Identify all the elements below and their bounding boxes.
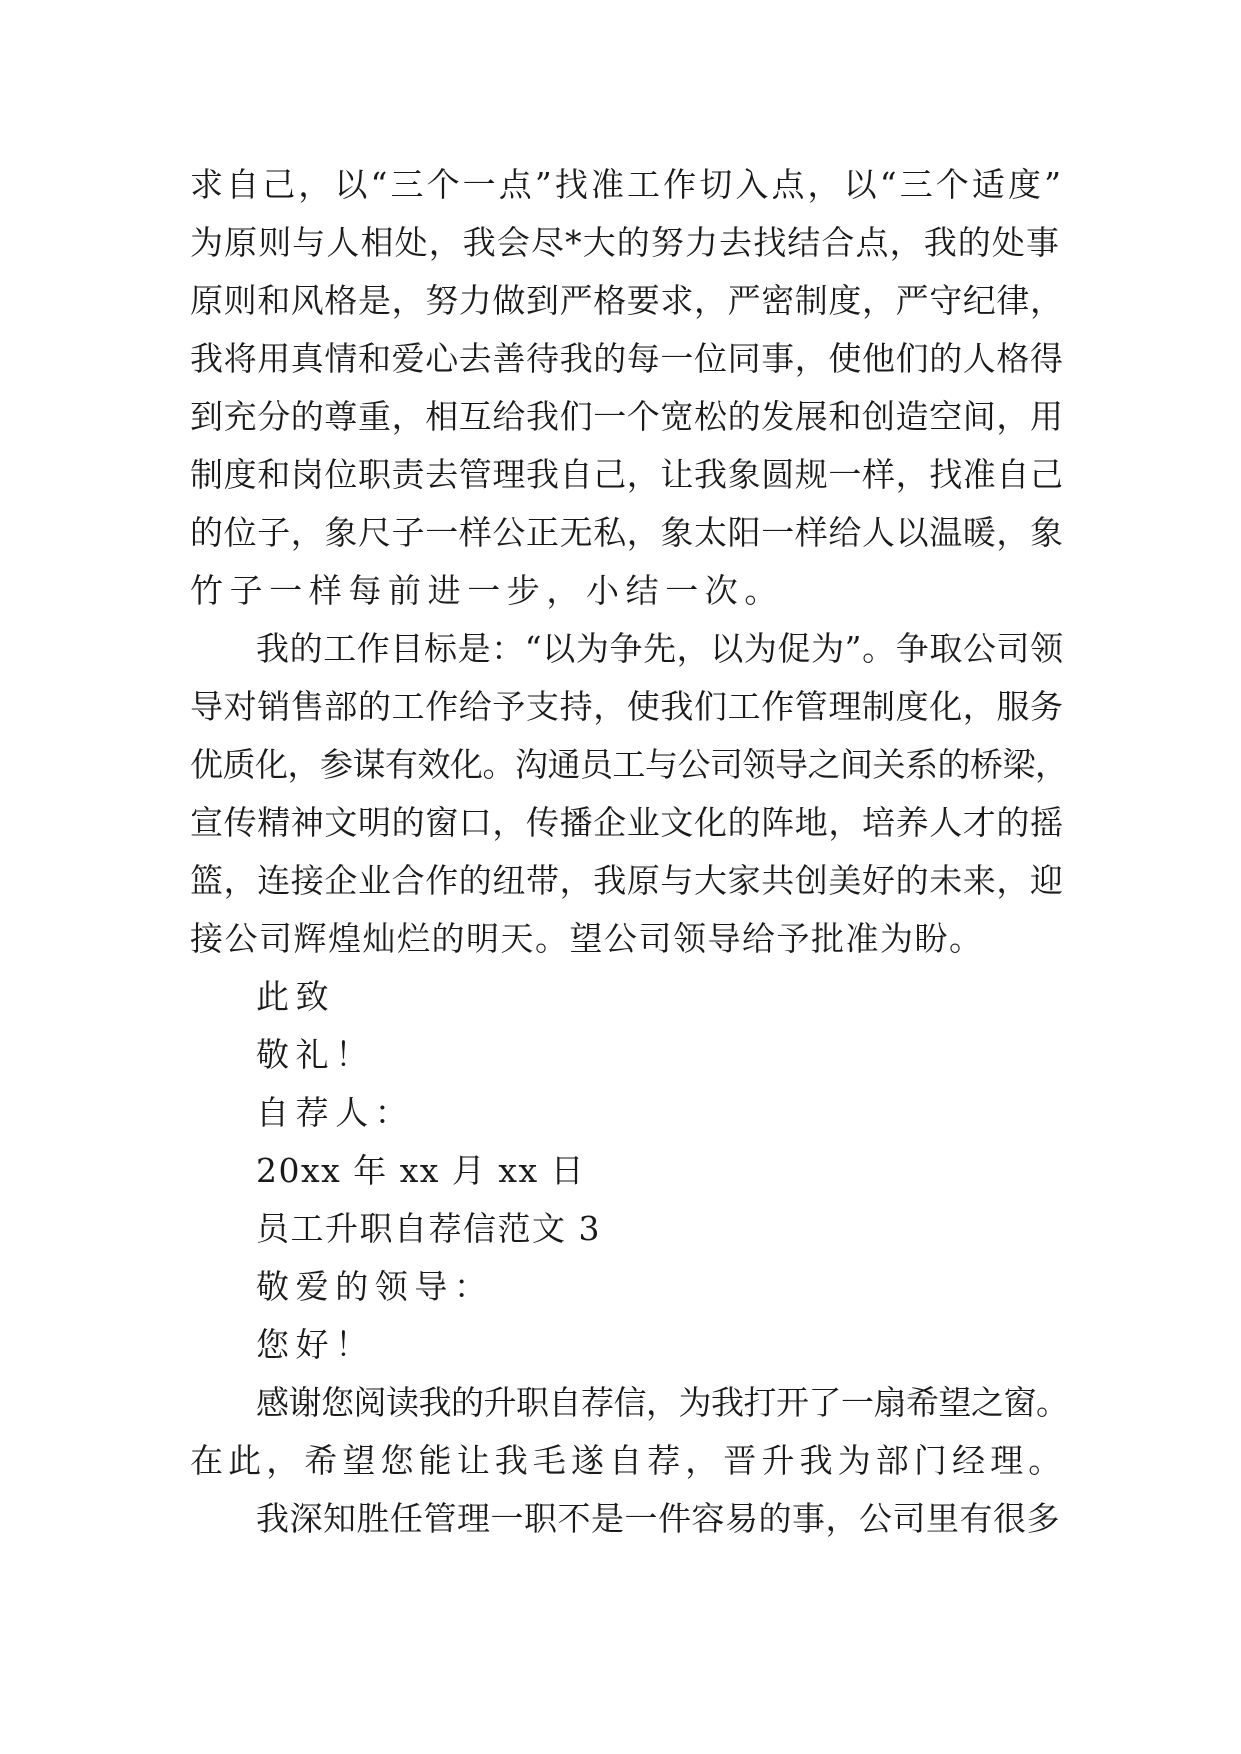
body-line: 的位子，象尺子一样公正无私，象太阳一样给人以温暖，象	[190, 513, 1064, 552]
paragraph-start-line: 感谢您阅读我的升职自荐信，为我打开了一扇希望之窗。	[256, 1383, 1069, 1422]
paragraph-start-line: 我深知胜任管理一职不是一件容易的事，公司里有很多	[256, 1499, 1060, 1538]
body-line: 导对销售部的工作给予支持，使我们工作管理制度化，服务	[190, 687, 1064, 726]
body-line: 接公司辉煌灿烂的明天。望公司领导给予批准为盼。	[190, 919, 984, 958]
paragraph-start-line: 我的工作目标是：“以为争先，以为促为”。争取公司领	[256, 629, 1064, 668]
date-line: 20xx 年 xx 月 xx 日	[256, 1151, 586, 1190]
greeting-line: 您好！	[256, 1325, 375, 1364]
body-line: 制度和岗位职责去管理我自己，让我象圆规一样，找准自己	[190, 455, 1064, 494]
body-line: 竹子一样每前进一步，小结一次。	[190, 571, 784, 610]
closing-line: 此致	[256, 977, 336, 1016]
body-line: 宣传精神文明的窗口，传播企业文化的阵地，培养人才的摇	[190, 803, 1064, 842]
body-line: 求自己，以“三个一点”找准工作切入点，以“三个适度”	[190, 165, 1065, 204]
greeting-line: 敬爱的领导：	[256, 1267, 494, 1306]
body-line: 我将用真情和爱心去善待我的每一位同事，使他们的人格得	[190, 339, 1064, 378]
body-line: 优质化，参谋有效化。沟通员工与公司领导之间关系的桥梁，	[190, 745, 1068, 784]
letter-body	[190, 156, 1070, 1548]
body-line: 在此，希望您能让我毛遂自荐，晋升我为部门经理。	[190, 1441, 1067, 1480]
signature-label: 自荐人：	[256, 1093, 415, 1132]
body-line: 到充分的尊重，相互给我们一个宽松的发展和创造空间，用	[190, 397, 1064, 436]
body-line: 原则和风格是，努力做到严格要求，严密制度，严守纪律，	[190, 281, 1064, 320]
salutation-line: 敬礼！	[256, 1035, 375, 1074]
section-title: 员工升职自荐信范文 3	[256, 1209, 601, 1248]
body-line: 篮，连接企业合作的纽带，我原与大家共创美好的未来，迎	[190, 861, 1064, 900]
body-line: 为原则与人相处，我会尽*大的努力去找结合点，我的处事	[190, 223, 1061, 262]
